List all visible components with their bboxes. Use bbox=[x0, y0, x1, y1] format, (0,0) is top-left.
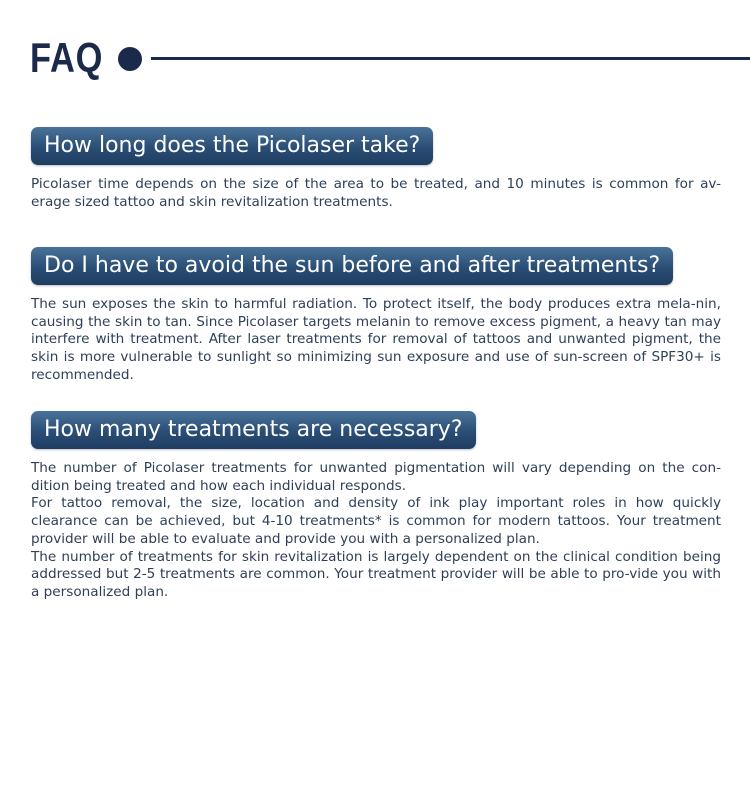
faq-question-heading: How long does the Picolaser take? bbox=[31, 127, 433, 165]
faq-answer bbox=[31, 296, 721, 385]
divider-line bbox=[151, 57, 750, 60]
faq-item bbox=[31, 411, 721, 602]
page-title: FAQ bbox=[30, 34, 104, 81]
faq-question-heading: How many treatments are necessary? bbox=[31, 411, 476, 449]
faq-answer bbox=[31, 460, 721, 602]
answer-paragraph: The number of Picolaser treatments for unwanted pigmentation will vary depending on the con-dition being treated and how each individual responds. bbox=[31, 460, 721, 494]
answer-paragraph: The number of treatments for skin revitalization is largely dependent on the clinical condition being addressed but 2-5 treatments are common. Your treatment provider will be able to pro-vide you with a personalized plan. bbox=[31, 548, 721, 600]
faq-item bbox=[31, 127, 721, 211]
decorative-dot bbox=[118, 47, 142, 71]
faq-item bbox=[31, 247, 721, 385]
answer-paragraph: For tattoo removal, the size, location and density of ink play important roles in how quickly clearance can be achieved, but 4-10 treatments* is common for modern tattoos. Your treatment provider will be able to evaluate and provide you with a personalized plan. bbox=[31, 495, 721, 547]
faq-answer bbox=[31, 176, 721, 211]
faq-header bbox=[30, 36, 750, 80]
answer-paragraph: The sun exposes the skin to harmful radiation. To protect itself, the body produces extra mela-nin, causing the skin to tan. Since Picolaser targets melanin to remove excess pigment, a heavy tan may interfere with treatment. After laser treatments for removal of tattoos and unwanted pigment, the skin is more vulnerable to sunlight so minimizing sun exposure and use of sun-screen of SPF30+ is recommended. bbox=[31, 296, 721, 383]
answer-paragraph: Picolaser time depends on the size of the area to be treated, and 10 minutes is common for av-erage sized tattoo and skin revitalization treatments. bbox=[31, 176, 721, 210]
faq-question-heading: Do I have to avoid the sun before and after treatments? bbox=[31, 247, 673, 285]
